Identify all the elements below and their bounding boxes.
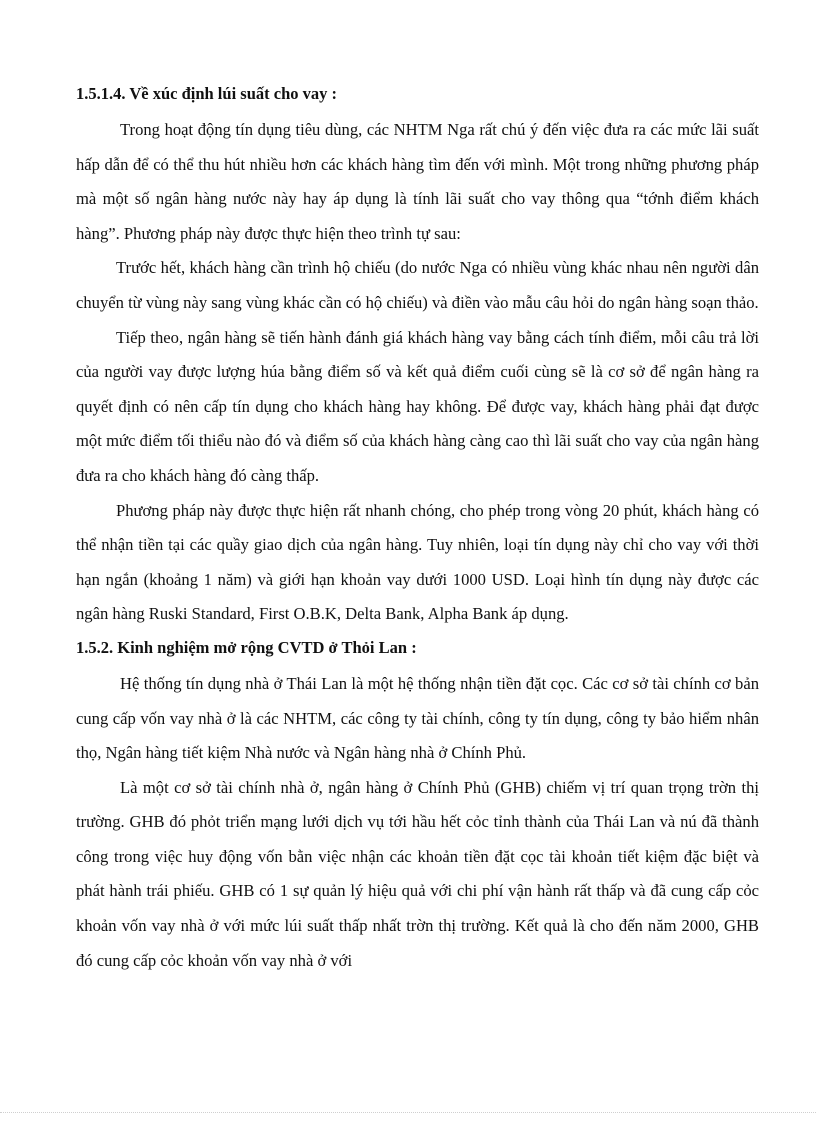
section-heading-1-5-2: 1.5.2. Kinh nghiệm mở rộng CVTD ở Thỏi Lan : xyxy=(76,637,417,657)
paragraph-thai-housing-system: Hệ thống tín dụng nhà ở Thái Lan là một hệ thống nhận tiền đặt cọc. Các cơ sở tài chính cơ bản cung cấp vốn vay nhà ở là các NHTM, các công ty tài chính, công ty tín dụng, công ty bảo hiểm nhân thọ, Ngân hàng tiết kiệm Nhà nước và Ngân hàng nhà ở Chính Phủ. xyxy=(76,673,759,763)
page-bottom-divider xyxy=(0,1112,816,1114)
paragraph-ghb: Là một cơ sở tài chính nhà ở, ngân hàng ở Chính Phủ (GHB) chiếm vị trí quan trọng trờn thị trường. GHB đó phỏt triển mạng lưới dịch vụ tới hầu hết cỏc tỉnh thành của Thái Lan và nú đã thành công trong việc huy động vốn bằn việc nhận các khoản tiền đặt cọc tài khoản tiết kiệm đặc biệt và phát hành trái phiếu. GHB có 1 sự quản lý hiệu quả với chi phí vận hành rất thấp và đã cung cấp cỏc khoản vốn vay nhà ở với mức lúi suất thấp nhất trờn thị trường. Kết quả là cho đến năm 2000, GHB đó cung cấp cỏc khoản vốn vay nhà ở với xyxy=(76,777,759,970)
paragraph-interest-intro: Trong hoạt động tín dụng tiêu dùng, các NHTM Nga rất chú ý đến việc đưa ra các mức lãi suất hấp dẫn để có thể thu hút nhiều hơn các khách hàng tìm đến với mình. Một trong những phương pháp mà một số ngân hàng nước này hay áp dụng là tính lãi suất cho vay thông qua “tớnh điểm khách hàng”. Phương pháp này được thực hiện theo trình tự sau: xyxy=(76,120,759,243)
section-heading-1-5-1-4: 1.5.1.4. Về xúc định lúi suất cho vay : xyxy=(76,84,337,103)
paragraph-method-speed: Phương pháp này được thực hiện rất nhanh chóng, cho phép trong vòng 20 phút, khách hàng có thể nhận tiền tại các quầy giao dịch của ngân hàng. Tuy nhiên, loại tín dụng này chỉ cho vay với thời hạn ngắn (khoảng 1 năm) và giới hạn khoản vay dưới 1000 USD. Loại hình tín dụng này được các ngân hàng Ruski Standard, First O.B.K, Delta Bank, Alpha Bank áp dụng. xyxy=(76,500,759,624)
paragraph-scoring-step: Tiếp theo, ngân hàng sẽ tiến hành đánh giá khách hàng vay bằng cách tính điểm, mỗi câu trả lời của người vay được lượng húa bằng điểm số và kết quả điểm cuối cùng sẽ là cơ sở để ngân hàng ra quyết định có nên cấp tín dụng cho khách hàng hay không. Để được vay, khách hàng phải đạt được một mức điểm tối thiểu nào đó và điểm số của khách hàng càng cao thì lãi suất cho vay của ngân hàng đưa ra cho khách hàng đó càng thấp. xyxy=(76,327,759,485)
paragraph-passport-step: Trước hết, khách hàng cần trình hộ chiếu (do nước Nga có nhiều vùng khác nhau nên người dân chuyển từ vùng này sang vùng khác cần có hộ chiếu) và điền vào mẫu câu hỏi do ngân hàng soạn thảo. xyxy=(76,258,759,312)
document-body xyxy=(76,78,759,978)
